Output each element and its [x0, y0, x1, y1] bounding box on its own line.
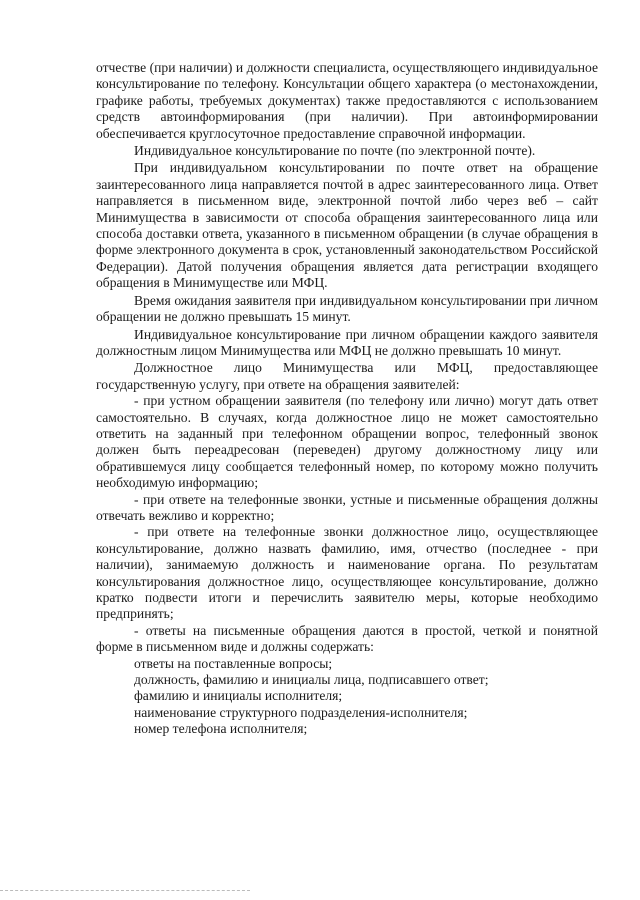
- list-item-department: наименование структурного подразделения-исполнителя;: [134, 704, 468, 720]
- list-item-executor: фамилию и инициалы исполнителя;: [134, 688, 343, 704]
- paragraph-phone-consultation-end: отчестве (при наличии) и должности специалиста, осуществляющего индивидуальное консультирование по телефону. Консультации общего характера (о местонахождении, графике работы, требуемых документах) также предоставляются с использованием средств автоинформирования (при наличии). При автоинформировании обеспечивается круглосуточное предоставление справочной информации.: [96, 60, 598, 141]
- paragraph-politeness: - при ответе на телефонные звонки, устные и письменные обращения должны отвечать вежливо и корректно;: [96, 491, 598, 523]
- paragraph-mail-consultation-heading: Индивидуальное консультирование по почте (по электронной почте).: [134, 143, 536, 159]
- list-item-answers: ответы на поставленные вопросы;: [134, 655, 333, 671]
- paragraph-written-answers: - ответы на письменные обращения даются в простой, четкой и понятной форме в письменном виде и должны содержать:: [96, 622, 598, 655]
- paragraph-oral-request: - при устном обращении заявителя (по телефону или лично) могут дать ответ самостоятельно. В случаях, когда должностное лицо не может самостоятельно ответить на заданный при телефонном обращении вопрос, телефонный звонок должен быть переадресован (переведен) другому должностному лицу или обратившемуся лицу сообщается телефонный номер, по которому можно получить необходимую информацию;: [96, 393, 598, 491]
- paragraph-waiting-time: Время ожидания заявителя при индивидуальном консультировании при личном обращении не должно превышать 15 минут.: [96, 292, 598, 325]
- paragraph-mail-consultation: При индивидуальном консультировании по почте ответ на обращение заинтересованного лица направляется почтой в адрес заинтересованного лица. Ответ направляется в письменном виде, электронной почтой либо через веб – сайт Минимущества в зависимости от способа обращения заинтересованного лица или способа доставки ответа, указанного в письменном обращении (в случае обращения в форме электронного документа в срок, установленный законодательством Российской Федерации). Датой получения обращения является дата регистрации входящего обращения в Минимуществе или МФЦ.: [96, 160, 598, 291]
- paragraph-official-duties: Должностное лицо Минимущества или МФЦ, предоставляющее государственную услугу, при ответе на обращения заявителей:: [96, 360, 598, 392]
- footer-divider: [0, 890, 250, 891]
- paragraph-phone-answer: - при ответе на телефонные звонки должностное лицо, осуществляющее консультирование, должно назвать фамилию, имя, отчество (последнее - при наличии), занимаемую должность и наименование органа. По результатам консультирования должностное лицо, осуществляющее консультирование, должно кратко подвести итоги и перечислить заявителю меры, которые необходимо предпринять;: [96, 524, 598, 622]
- list-item-phone: номер телефона исполнителя;: [134, 721, 308, 737]
- paragraph-consultation-duration: Индивидуальное консультирование при личном обращении каждого заявителя должностным лицом Минимущества или МФЦ не должно превышать 10 минут.: [96, 326, 598, 358]
- document-page: [96, 60, 598, 738]
- list-item-signer: должность, фамилию и инициалы лица, подписавшего ответ;: [134, 672, 489, 688]
